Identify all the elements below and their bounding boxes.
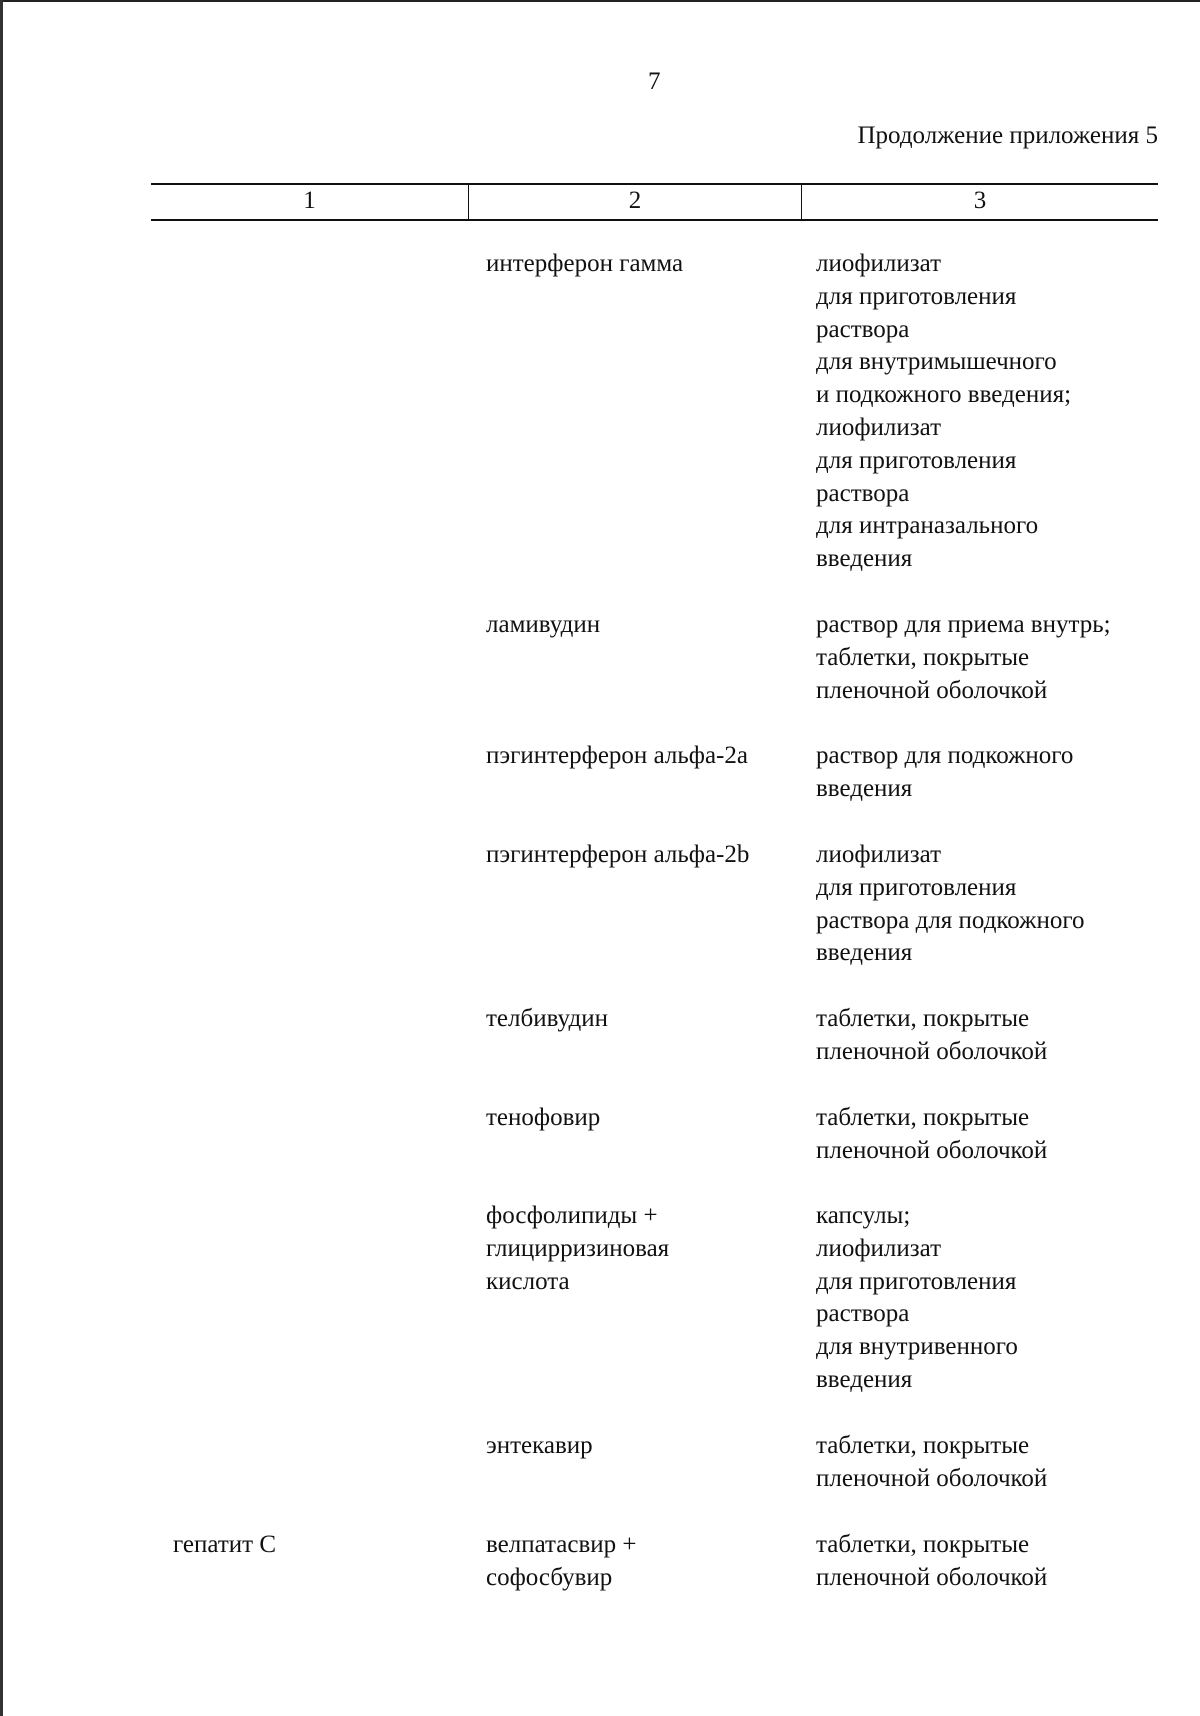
drug-cell: велпатасвир + софосбувир [486,1531,637,1591]
drug-cell: телбивудин [486,1005,608,1032]
table-header [151,183,1158,221]
drug-cell: энтекавир [486,1432,593,1459]
page-number: 7 [648,68,661,95]
drug-cell: тенофовир [486,1104,601,1131]
continuation-heading: Продолжение приложения 5 [857,122,1158,149]
form-cell: лиофилизат для приготовления раствора для подкожного введения [816,841,1085,967]
scan-edge-left [0,0,3,1716]
form-cell: таблетки, покрытые пленочной оболочкой [816,1432,1048,1492]
disease-cell: гепатит C [173,1531,277,1558]
header-col-3: 3 [973,187,987,214]
form-cell: лиофилизат для приготовления раствора для внутримышечного и подкожного введения; лиофилизат для приготовления раствора для интраназального введения [816,250,1072,573]
drug-cell: интерферон гамма [486,250,684,277]
form-cell: таблетки, покрытые пленочной оболочкой [816,1104,1048,1164]
header-col-2: 2 [469,185,802,219]
form-cell: раствор для приема внутрь; таблетки, покрытые пленочной оболочкой [816,611,1111,704]
header-col-1: 1 [151,185,469,219]
drug-cell: пэгинтерферон альфа-2a [486,742,748,769]
drug-cell: пэгинтерферон альфа-2b [486,841,750,868]
drug-cell: фосфолипиды + глицирризиновая кислота [486,1202,670,1295]
form-cell: капсулы; лиофилизат для приготовления раствора для внутривенного введения [816,1202,1018,1393]
form-cell: таблетки, покрытые пленочной оболочкой [816,1531,1048,1591]
form-cell: раствор для подкожного введения [816,742,1074,802]
form-cell: таблетки, покрытые пленочной оболочкой [816,1005,1048,1065]
scan-edge-top [0,0,1200,2]
drug-cell: ламивудин [486,611,601,638]
